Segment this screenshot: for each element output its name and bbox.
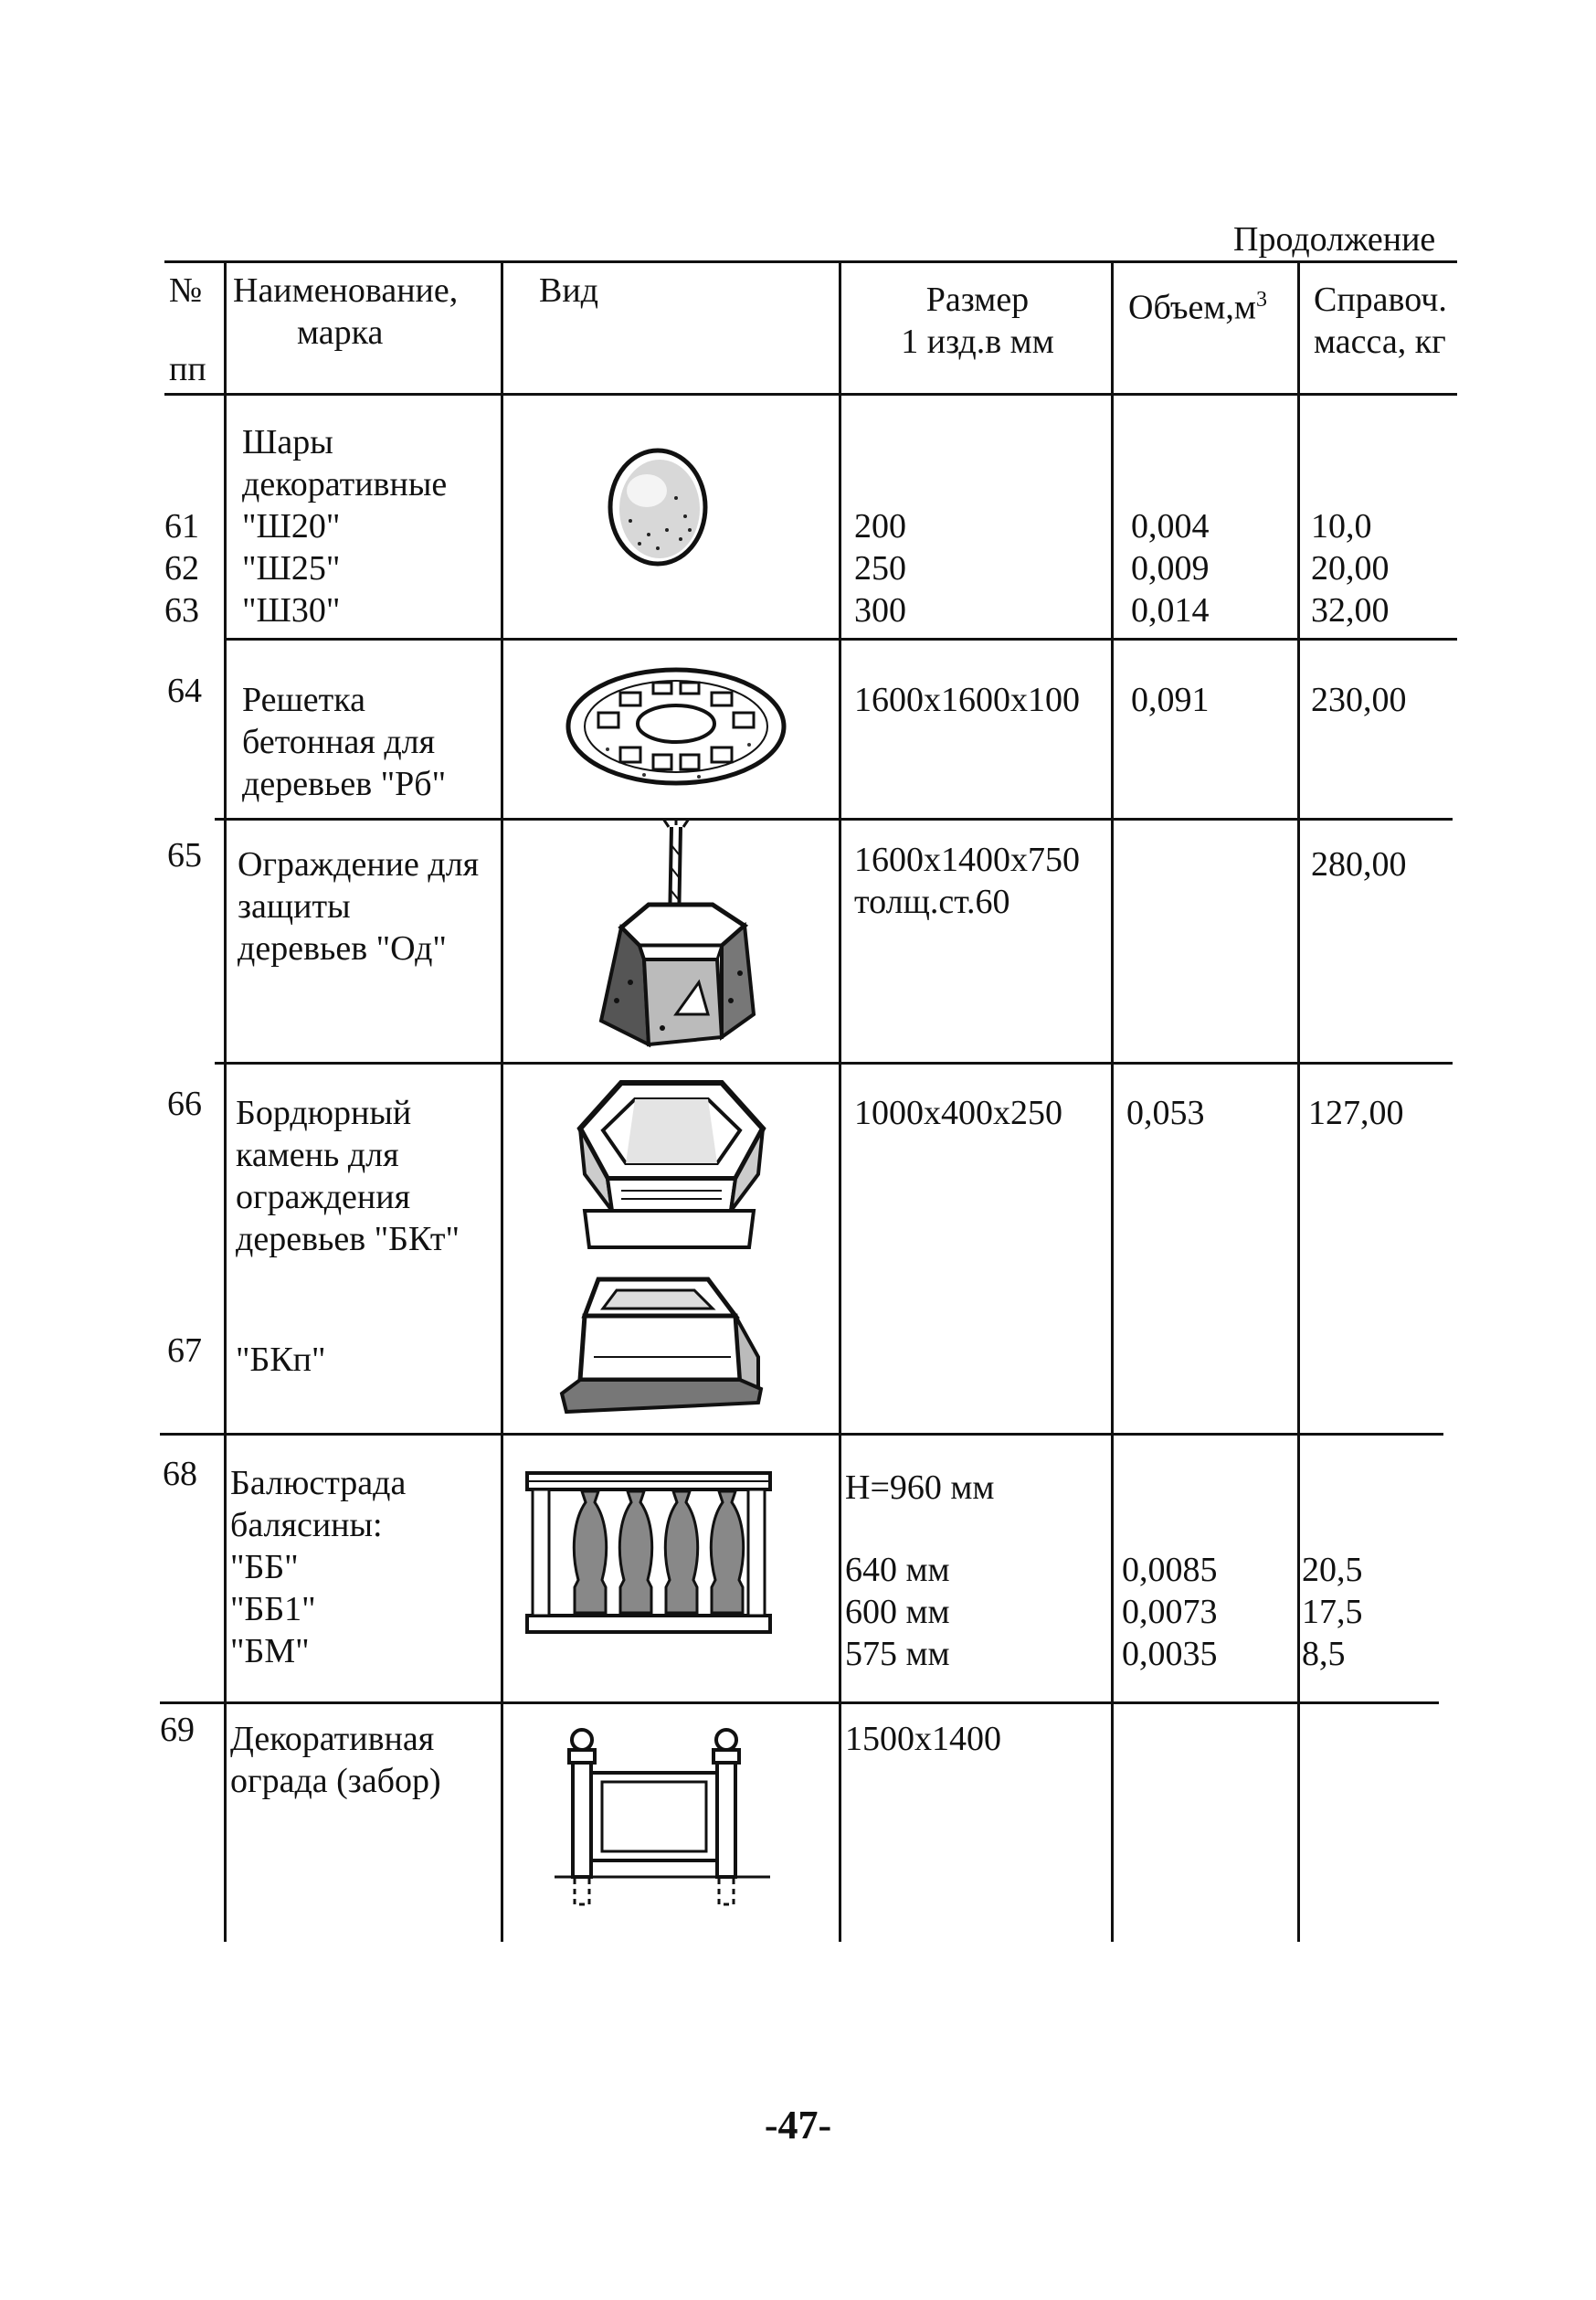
- row-num: 68: [163, 1455, 197, 1493]
- row-name: Шары декоративные "Ш20" "Ш25" "Ш30": [242, 423, 448, 630]
- decorative-ball-picture: [603, 443, 713, 571]
- header-volume: $Объем,м^3$: [1128, 288, 1267, 327]
- row-num: 67: [167, 1331, 202, 1370]
- row-num: 65: [167, 836, 202, 874]
- row-mass: 20,5 17,5 8,5: [1302, 1551, 1363, 1673]
- row-name: Декоративная ограда (забор): [230, 1720, 441, 1800]
- row-rule: [160, 1433, 1443, 1436]
- row-mass: 127,00: [1308, 1094, 1404, 1132]
- column-rule: [224, 260, 227, 1942]
- row-volume: 0,091: [1131, 681, 1210, 719]
- column-rule: [1111, 260, 1114, 1942]
- row-size: 1600x1600x100: [854, 681, 1080, 719]
- row-mass: 230,00: [1311, 681, 1407, 719]
- row-name: Ограждение для защиты деревьев "Од": [238, 845, 480, 968]
- row-num: 66: [167, 1085, 202, 1123]
- row-name: Бордюрный камень для ограждения деревьев "БКт": [236, 1094, 460, 1258]
- header-view: Вид: [539, 271, 599, 310]
- curb-stone-hexagonal-picture: [566, 1074, 777, 1256]
- row-name: Балюстрада балясины: "ББ" "ББ1" "БМ": [230, 1464, 407, 1670]
- concrete-tree-grate-picture: [562, 658, 790, 795]
- header-size: Размер 1 изд.в мм: [901, 281, 1054, 361]
- decorative-fence-picture: [553, 1727, 772, 1914]
- header-bottom-rule: [164, 393, 1457, 396]
- tree-guard-picture: [585, 818, 767, 1060]
- row-volume: 0,0085 0,0073 0,0035: [1122, 1551, 1218, 1673]
- column-rule: [839, 260, 841, 1942]
- curb-stone-square-picture: [553, 1270, 772, 1416]
- row-volume: 0,053: [1126, 1094, 1205, 1132]
- row-name: "БКп": [236, 1341, 326, 1379]
- column-rule: [501, 260, 503, 1942]
- balustrade-picture: [525, 1471, 772, 1636]
- row-num: 61 62 63: [164, 507, 199, 630]
- row-rule: [160, 1701, 1439, 1704]
- column-rule: [1297, 260, 1300, 1942]
- header-mass: Справоч. масса, кг: [1314, 281, 1447, 361]
- row-mass: 280,00: [1311, 845, 1407, 884]
- page-number: -47-: [764, 2103, 832, 2147]
- row-size: H=960 мм 640 мм 600 мм 575 мм: [845, 1468, 995, 1673]
- row-rule: [215, 1062, 1453, 1065]
- row-name: Решетка бетонная для деревьев "Рб": [242, 681, 447, 803]
- continuation-label: Продолжение: [1233, 220, 1436, 259]
- row-size: 1600x1400x750 толщ.ст.60: [854, 841, 1080, 921]
- row-mass: 10,0 20,00 32,00: [1311, 507, 1390, 630]
- table-top-rule: [164, 260, 1457, 263]
- row-num: 64: [167, 672, 202, 710]
- row-size: 200 250 300: [854, 507, 906, 630]
- row-size: 1500x1400: [845, 1720, 1001, 1758]
- header-num: № пп: [169, 271, 206, 388]
- row-rule: [215, 818, 1453, 821]
- row-volume: 0,004 0,009 0,014: [1131, 507, 1210, 630]
- header-name: Наименование, марка: [233, 271, 459, 352]
- row-size: 1000x400x250: [854, 1094, 1062, 1132]
- row-num: 69: [160, 1711, 195, 1749]
